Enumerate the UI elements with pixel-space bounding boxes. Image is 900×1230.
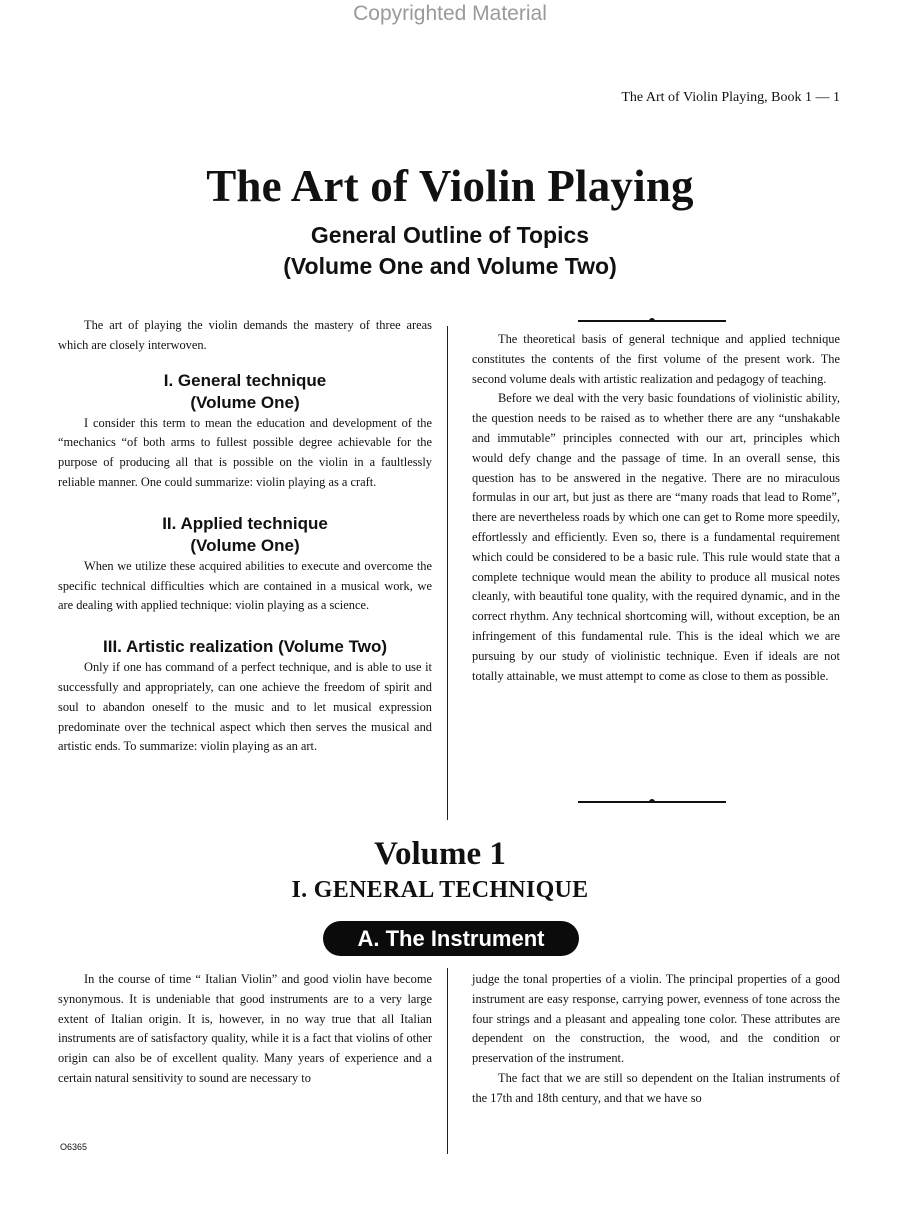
- copyright-watermark: Copyrighted Material: [353, 2, 547, 25]
- heading-line: II. Applied technique: [162, 513, 328, 533]
- artistic-realization-paragraph: Only if one has command of a perfect technique, and is able to use it successfully and appropriately, can one achieve the freedom of spirit and soul to abandon oneself to the music and to let musical expression predominate over the technical aspect which then serves the musical and artistic ends. To summarize: violin playing as an art.: [58, 660, 432, 754]
- instrument-paragraph-right-2: The fact that we are still so dependent on the Italian instruments of the 17th and 18th century, and that we have so: [472, 1070, 840, 1105]
- foundations-paragraph: Before we deal with the very basic foundations of violinistic ability, the question needs to be raised as to whether there are any “unshakable and immutable” principles connected with our art, principles which would defy change and the passage of time. In an overall sense, this question has to be answered in the negative. There are no miraculous formulas in our art, but just as there are “many roads that lead to Rome”, there are nevertheless roads by which one can get to Rome more speedily, effortlessly and efficiently. Even so, there is a fundamental requirement which could be considered to be a basic rule. This rule would state that a complete technique would mean the ability to produce all musical notes cleanly, with beautiful tone quality, with the required dynamic, and in the correct rhythm. Any technical shortcoming will, without exception, be an infringement of this fundamental rule. This is the ideal which we are pursuing by our study of violinistic technique. Even if ideals are not totally attainable, we must attempt to come as close to them as possible.: [472, 391, 840, 683]
- column-divider-top: [447, 326, 448, 820]
- heading-line: I. General technique: [163, 370, 327, 390]
- outline-left-column: [58, 316, 432, 757]
- instrument-paragraph-right: judge the tonal properties of a violin. The principal properties of a good instrument are easy response, carrying power, evenness of tone across the four strings and a pleasant and appealing tone color. These attributes are dependent on the construction, the wood, and the condition or preservation of the instrument.: [472, 972, 840, 1066]
- volume-title: Volume 1: [374, 836, 506, 872]
- general-technique-paragraph: I consider this term to mean the education and development of the “mechanics “of both arms to fullest possible degree achievable for the purpose of producing all that is possible on the violin in a faultlessly reliable manner. One could summarize: violin playing as a craft.: [58, 415, 432, 489]
- heading-line: (Volume One): [190, 392, 300, 412]
- subtitle-line-2: (Volume One and Volume Two): [283, 253, 617, 279]
- section-heading-applied-technique: [58, 513, 432, 557]
- section-heading-general-technique: [58, 370, 432, 414]
- part-title: I. GENERAL TECHNIQUE: [291, 877, 589, 903]
- section-heading-artistic-realization: III. Artistic realization (Volume Two): [103, 637, 387, 657]
- chapter-title-badge: A. The Instrument: [323, 921, 579, 956]
- ornament-rule-bottom: [578, 799, 726, 803]
- page-title: The Art of Violin Playing: [206, 161, 694, 211]
- running-head: The Art of Violin Playing, Book 1 — 1: [621, 90, 840, 105]
- column-divider-bottom: [447, 968, 448, 1154]
- theoretical-basis-paragraph: The theoretical basis of general technique and applied technique constitutes the contents of the first volume of the present work. The second volume deals with artistic realization and pedagogy of teaching.: [472, 332, 840, 386]
- applied-technique-paragraph: When we utilize these acquired abilities to execute and overcome the specific technical difficulties which are contained in a musical work, we are dealing with applied technique: violin playing as a science.: [58, 558, 432, 613]
- ornament-rule-top: [578, 318, 726, 322]
- instrument-paragraph-left: In the course of time “ Italian Violin” and good violin have become synonymous. It is undeniable that good instruments are to a very large extent of Italian origin. It is, however, in no way true that all Italian instruments are of satisfactory quality, while it is a fact that violins of other origin can also be of excellent quality. Many years of experience and a certain natural sensitivity to sound are necessary to: [58, 972, 432, 1085]
- subtitle: [0, 220, 900, 282]
- catalog-code: O6365: [60, 1142, 88, 1152]
- subtitle-line-1: General Outline of Topics: [310, 222, 590, 248]
- intro-paragraph: The art of playing the violin demands the mastery of three areas which are closely interwoven.: [58, 318, 432, 352]
- heading-line: (Volume One): [190, 535, 300, 555]
- instrument-right-column: [472, 970, 840, 1109]
- outline-right-column: [472, 330, 840, 686]
- instrument-left-column: [58, 970, 432, 1089]
